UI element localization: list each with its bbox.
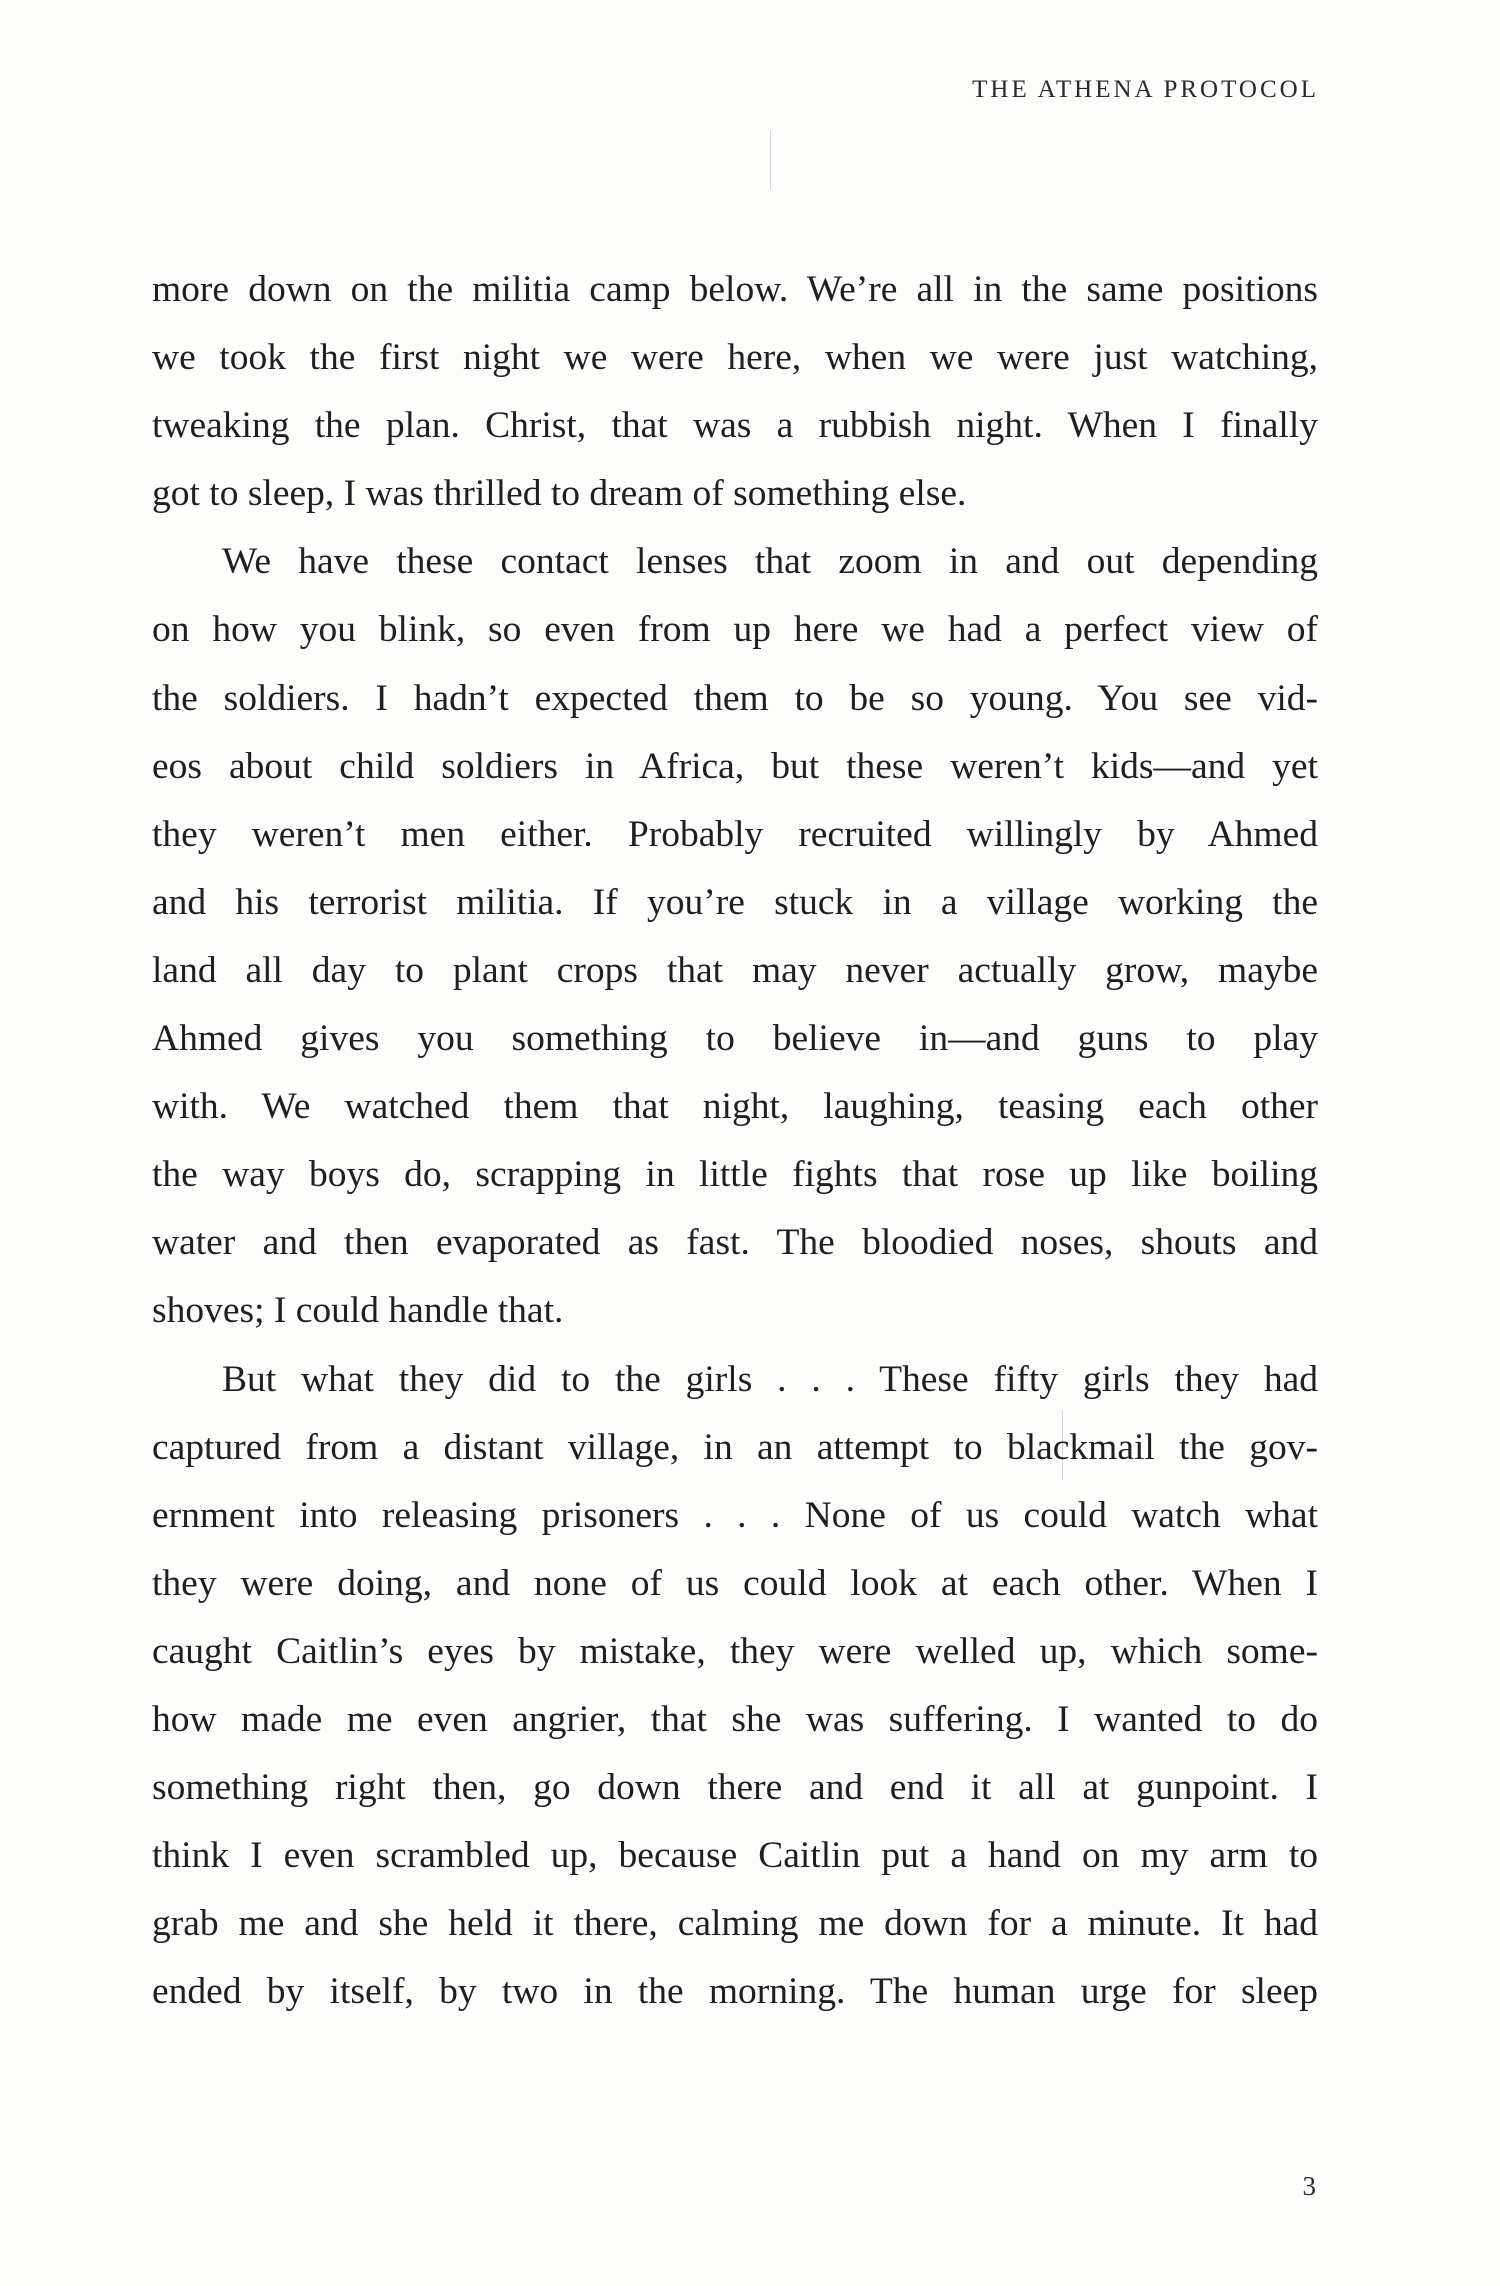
text-line: think I even scrambled up, because Caitlin put a hand on my arm to	[152, 1835, 1318, 1877]
text-line: eos about child soldiers in Africa, but these weren’t kids—and yet	[152, 745, 1318, 787]
text-line: water and then evaporated as fast. The bloodied noses, shouts and	[152, 1222, 1318, 1264]
text-line: Ahmed gives you something to believe in—and guns to play	[152, 1018, 1318, 1060]
body-text	[152, 256, 1318, 2026]
text-line: and his terrorist militia. If you’re stuck in a village working the	[152, 881, 1318, 923]
text-line: captured from a distant village, in an attempt to blackmail the gov-	[152, 1426, 1318, 1468]
running-head: THE ATHENA PROTOCOL	[972, 76, 1319, 103]
text-line: We have these contact lenses that zoom in and out depending	[222, 541, 1318, 583]
text-line: with. We watched them that night, laughing, teasing each other	[152, 1086, 1318, 1128]
text-line: land all day to plant crops that may never actually grow, maybe	[152, 949, 1318, 991]
text-line: the soldiers. I hadn’t expected them to be so young. You see vid-	[152, 677, 1318, 719]
text-line: how made me even angrier, that she was suffering. I wanted to do	[152, 1698, 1318, 1740]
text-line: ended by itself, by two in the morning. The human urge for sleep	[152, 1971, 1318, 2013]
text-line: caught Caitlin’s eyes by mistake, they were welled up, which some-	[152, 1630, 1318, 1672]
text-line: ernment into releasing prisoners . . . None of us could watch what	[152, 1494, 1318, 1536]
paragraph	[152, 1346, 1318, 2027]
text-line: we took the first night we were here, when we were just watching,	[152, 337, 1318, 379]
text-line: grab me and she held it there, calming me down for a minute. It had	[152, 1903, 1318, 1945]
text-line: tweaking the plan. Christ, that was a rubbish night. When I finally	[152, 405, 1318, 447]
paragraph	[152, 528, 1318, 1345]
text-line: shoves; I could handle that.	[152, 1290, 564, 1332]
text-line: the way boys do, scrapping in little fights that rose up like boiling	[152, 1154, 1318, 1196]
text-line: on how you blink, so even from up here we had a perfect view of	[152, 609, 1318, 651]
text-line: more down on the militia camp below. We’re all in the same positions	[152, 269, 1318, 310]
text-line: they were doing, and none of us could look at each other. When I	[152, 1562, 1318, 1604]
page-number: 3	[1302, 2171, 1316, 2201]
text-line: But what they did to the girls . . . These fifty girls they had	[222, 1358, 1318, 1400]
scan-mark	[770, 130, 771, 190]
text-line: something right then, go down there and end it all at gunpoint. I	[152, 1767, 1318, 1809]
paragraph	[152, 256, 1318, 528]
text-line: got to sleep, I was thrilled to dream of something else.	[152, 473, 967, 515]
text-line: they weren’t men either. Probably recruited willingly by Ahmed	[152, 813, 1318, 855]
